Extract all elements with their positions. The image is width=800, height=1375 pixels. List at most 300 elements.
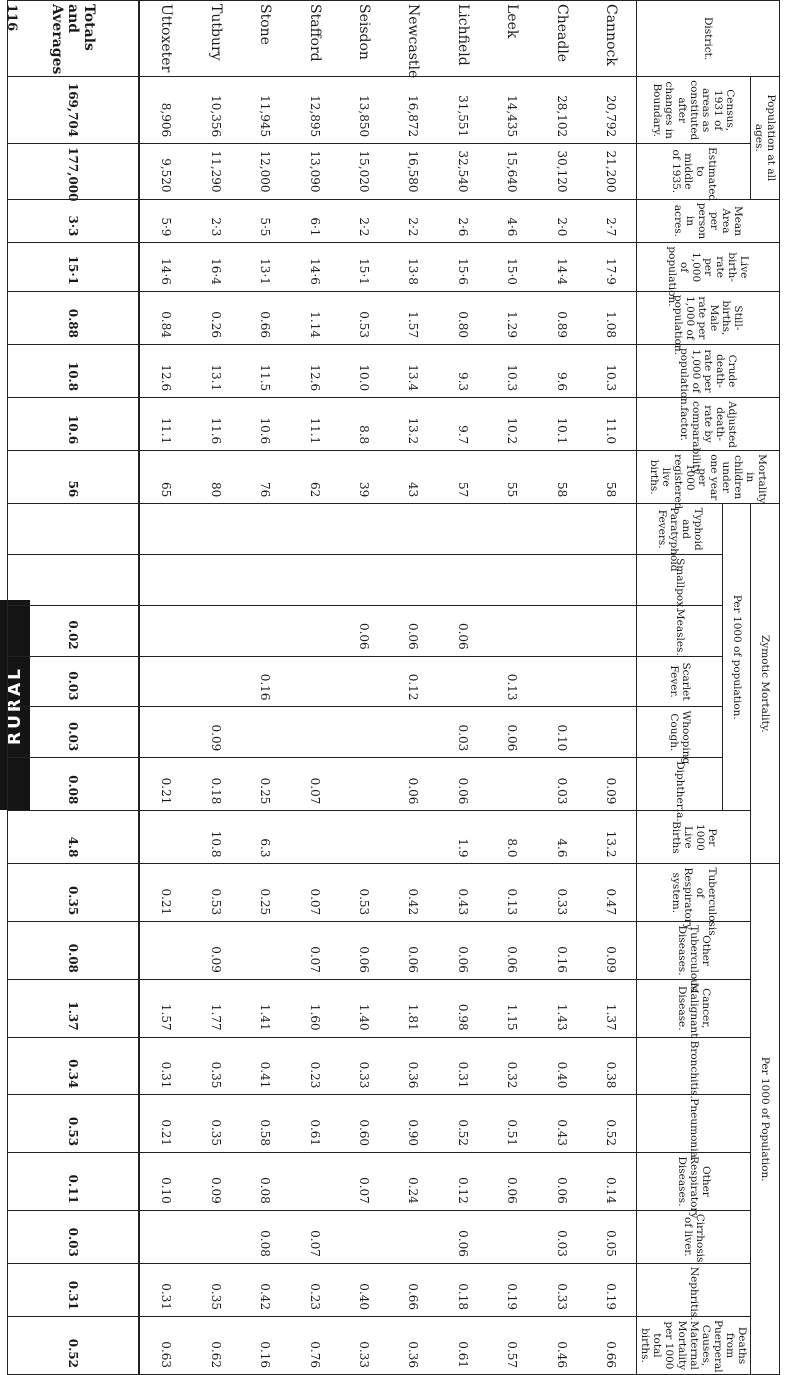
tb-respiratory-header: Tuberculosis of Respiratory system. (637, 864, 751, 922)
value-cell-smallpox (339, 555, 388, 606)
value-cell-adjusted: 10.1 (537, 398, 586, 451)
value-cell-pneumonia: 0.90 (389, 1095, 438, 1153)
value-cell-estimated: 13,090 (290, 144, 339, 199)
totals-cell-births: 15·1 (7, 243, 139, 291)
value-cell-cirrhosis (139, 1210, 191, 1263)
totals-cell-adjusted: 10.6 (7, 398, 139, 451)
district-name-cell: Seisdon (339, 1, 388, 77)
value-cell-cancer: 1.60 (290, 979, 339, 1037)
value-cell-smallpox (389, 555, 438, 606)
tb-other-header: Other Tuberculous Diseases. (637, 922, 751, 980)
value-cell-area: 2·0 (537, 199, 586, 243)
value-cell-infant: 62 (290, 451, 339, 504)
value-cell-other-resp: 0.12 (438, 1153, 487, 1211)
table-row (438, 1, 487, 1375)
value-cell-crude: 12.6 (139, 344, 191, 397)
value-cell-cirrhosis: 0.05 (586, 1210, 637, 1263)
value-cell-diarrhoea: 10.8 (191, 811, 240, 864)
value-cell-stillbirths: 1.08 (586, 291, 637, 344)
table-row (537, 1, 586, 1375)
value-cell-whooping: 0.06 (487, 707, 536, 758)
value-cell-pneumonia: 0.43 (537, 1095, 586, 1153)
value-cell-estimated: 30,120 (537, 144, 586, 199)
value-cell-whooping (241, 707, 290, 758)
totals-cell-other-resp: 0.11 (7, 1153, 139, 1211)
value-cell-whooping (389, 707, 438, 758)
value-cell-measles (191, 605, 240, 656)
value-cell-births: 13·1 (241, 243, 290, 291)
totals-cell-nephritis: 0.31 (7, 1263, 139, 1316)
value-cell-whooping: 0.09 (191, 707, 240, 758)
value-cell-typhoid (586, 504, 637, 555)
value-cell-tb-resp: 0.53 (339, 864, 388, 922)
value-cell-puerperal: 0.61 (438, 1316, 487, 1374)
district-name-cell: Cannock (586, 1, 637, 77)
value-cell-diphtheria (487, 758, 536, 811)
value-cell-adjusted: 13.2 (389, 398, 438, 451)
value-cell-births: 14·6 (290, 243, 339, 291)
value-cell-stillbirths: 0.53 (339, 291, 388, 344)
value-cell-cancer: 1.37 (586, 979, 637, 1037)
value-cell-diphtheria: 0.07 (290, 758, 339, 811)
value-cell-estimated: 21,200 (586, 144, 637, 199)
value-cell-diphtheria: 0.06 (389, 758, 438, 811)
value-cell-census: 11,945 (241, 77, 290, 144)
value-cell-cirrhosis (339, 1210, 388, 1263)
value-cell-tb-resp: 0.43 (438, 864, 487, 922)
pneumonia-header: Pneumonia. (637, 1095, 751, 1153)
value-cell-pneumonia: 0.51 (487, 1095, 536, 1153)
value-cell-pneumonia: 0.52 (438, 1095, 487, 1153)
value-cell-cancer: 1.57 (139, 979, 191, 1037)
district-name-cell: Stone (241, 1, 290, 77)
totals-cell-puerperal: 0.52 (7, 1316, 139, 1374)
zymotic-per-1000-births-header: Per 1000 Live Births (637, 811, 751, 864)
value-cell-tb-other: 0.06 (487, 922, 536, 980)
value-cell-typhoid (139, 504, 191, 555)
value-cell-nephritis: 0.31 (139, 1263, 191, 1316)
value-cell-scarlet (537, 656, 586, 707)
value-cell-nephritis: 0.35 (191, 1263, 240, 1316)
value-cell-tb-resp: 0.53 (191, 864, 240, 922)
value-cell-adjusted: 8.8 (339, 398, 388, 451)
value-cell-crude: 9.6 (537, 344, 586, 397)
value-cell-whooping: 0.03 (438, 707, 487, 758)
table-row (586, 1, 637, 1375)
value-cell-whooping (139, 707, 191, 758)
district-name-cell: Uttoxeter (139, 1, 191, 77)
district-name-cell: Leek (487, 1, 536, 77)
value-cell-tb-other: 0.06 (438, 922, 487, 980)
value-cell-other-resp (290, 1153, 339, 1211)
value-cell-stillbirths: 1.57 (389, 291, 438, 344)
value-cell-measles (290, 605, 339, 656)
value-cell-puerperal: 0.57 (487, 1316, 536, 1374)
value-cell-births: 15·0 (487, 243, 536, 291)
totals-cell-whooping: 0.03 (7, 707, 139, 758)
totals-cell-stillbirths: 0.88 (7, 291, 139, 344)
value-cell-crude: 10.0 (339, 344, 388, 397)
value-cell-stillbirths: 1.29 (487, 291, 536, 344)
totals-cell-crude: 10.8 (7, 344, 139, 397)
value-cell-adjusted: 10.2 (487, 398, 536, 451)
value-cell-infant: 58 (586, 451, 637, 504)
value-cell-bronchitis: 0.38 (586, 1037, 637, 1095)
district-name-cell: Lichfield (438, 1, 487, 77)
adjusted-death-rate-header: Adjusted death-rate by comparability factor. (637, 398, 780, 451)
value-cell-infant: 57 (438, 451, 487, 504)
value-cell-census: 10,356 (191, 77, 240, 144)
value-cell-scarlet (139, 656, 191, 707)
value-cell-nephritis: 0.42 (241, 1263, 290, 1316)
value-cell-smallpox (290, 555, 339, 606)
value-cell-infant: 80 (191, 451, 240, 504)
value-cell-tb-resp: 0.25 (241, 864, 290, 922)
value-cell-other-resp: 0.07 (339, 1153, 388, 1211)
value-cell-bronchitis: 0.31 (438, 1037, 487, 1095)
cirrhosis-header: Cirrhosis of liver. (637, 1210, 751, 1263)
value-cell-smallpox (191, 555, 240, 606)
totals-cell-typhoid (7, 504, 139, 555)
value-cell-census: 31,551 (438, 77, 487, 144)
value-cell-crude: 13.1 (191, 344, 240, 397)
rotated-table-container (50, 0, 780, 1375)
value-cell-measles (487, 605, 536, 656)
value-cell-puerperal: 0.66 (586, 1316, 637, 1374)
crude-death-rate-header: Crude death-rate per 1,000 of population. (637, 344, 780, 397)
value-cell-smallpox (487, 555, 536, 606)
value-cell-nephritis: 0.19 (586, 1263, 637, 1316)
value-cell-births: 13·8 (389, 243, 438, 291)
estimated-header: Estimated to middle of 1935. (637, 144, 751, 199)
diphtheria-header: Diphtheria. (637, 758, 723, 811)
value-cell-nephritis: 0.18 (438, 1263, 487, 1316)
value-cell-bronchitis: 0.32 (487, 1037, 536, 1095)
value-cell-area: 2·2 (339, 199, 388, 243)
per-1000-population-header: Per 1000 of Population. (750, 864, 779, 1375)
value-cell-smallpox (586, 555, 637, 606)
value-cell-typhoid (191, 504, 240, 555)
value-cell-stillbirths: 0.66 (241, 291, 290, 344)
table-row (339, 1, 388, 1375)
value-cell-bronchitis: 0.23 (290, 1037, 339, 1095)
value-cell-pneumonia: 0.52 (586, 1095, 637, 1153)
value-cell-area: 2·3 (191, 199, 240, 243)
totals-cell-area: 3·3 (7, 199, 139, 243)
value-cell-census: 13,850 (339, 77, 388, 144)
value-cell-cancer: 0.98 (438, 979, 487, 1037)
value-cell-diphtheria (339, 758, 388, 811)
value-cell-diarrhoea: 8.0 (487, 811, 536, 864)
value-cell-smallpox (438, 555, 487, 606)
live-birth-rate-header: Live birth-rate per 1,000 of population. (637, 243, 780, 291)
value-cell-bronchitis: 0.31 (139, 1037, 191, 1095)
totals-cell-tb-other: 0.08 (7, 922, 139, 980)
value-cell-nephritis: 0.40 (339, 1263, 388, 1316)
value-cell-adjusted: 11.0 (586, 398, 637, 451)
value-cell-cirrhosis: 0.03 (537, 1210, 586, 1263)
value-cell-scarlet: 0.16 (241, 656, 290, 707)
value-cell-cancer: 1.77 (191, 979, 240, 1037)
nephritis-header: Nephritis. (637, 1263, 751, 1316)
district-header: District. (637, 1, 780, 77)
value-cell-tb-other (139, 922, 191, 980)
value-cell-other-resp: 0.06 (537, 1153, 586, 1211)
table-row (290, 1, 339, 1375)
value-cell-typhoid (389, 504, 438, 555)
value-cell-bronchitis: 0.33 (339, 1037, 388, 1095)
value-cell-infant: 43 (389, 451, 438, 504)
value-cell-other-resp: 0.06 (487, 1153, 536, 1211)
value-cell-cancer: 1.81 (389, 979, 438, 1037)
table-row (191, 1, 240, 1375)
value-cell-births: 14·4 (537, 243, 586, 291)
value-cell-diphtheria: 0.03 (537, 758, 586, 811)
infant-mortality-header: Mortality in children under one year per 1000 registered live births. (637, 451, 780, 504)
value-cell-crude: 11.5 (241, 344, 290, 397)
value-cell-scarlet: 0.13 (487, 656, 536, 707)
value-cell-census: 28,102 (537, 77, 586, 144)
value-cell-adjusted: 9.7 (438, 398, 487, 451)
population-group-header: Population at all ages. (750, 77, 779, 199)
value-cell-other-resp: 0.09 (191, 1153, 240, 1211)
value-cell-diphtheria: 0.21 (139, 758, 191, 811)
value-cell-typhoid (438, 504, 487, 555)
value-cell-measles (537, 605, 586, 656)
value-cell-tb-resp: 0.47 (586, 864, 637, 922)
totals-cell-smallpox (7, 555, 139, 606)
value-cell-whooping (339, 707, 388, 758)
value-cell-other-resp: 0.10 (139, 1153, 191, 1211)
value-cell-diarrhoea (339, 811, 388, 864)
value-cell-measles (139, 605, 191, 656)
value-cell-diphtheria: 0.06 (438, 758, 487, 811)
district-name-cell: Tutbury (191, 1, 240, 77)
value-cell-cirrhosis (487, 1210, 536, 1263)
still-birth-rate-header: Still-births, Male rate per 1,000 of population. (637, 291, 780, 344)
value-cell-estimated: 11,290 (191, 144, 240, 199)
value-cell-births: 17·9 (586, 243, 637, 291)
value-cell-typhoid (537, 504, 586, 555)
value-cell-diarrhoea: 1.9 (438, 811, 487, 864)
value-cell-cancer: 1.41 (241, 979, 290, 1037)
value-cell-tb-other: 0.09 (586, 922, 637, 980)
value-cell-diarrhoea (139, 811, 191, 864)
totals-label-cell: Totals and Averages (7, 1, 139, 77)
value-cell-tb-resp: 0.13 (487, 864, 536, 922)
value-cell-area: 2·7 (586, 199, 637, 243)
value-cell-cirrhosis (191, 1210, 240, 1263)
value-cell-area: 5·5 (241, 199, 290, 243)
value-cell-tb-other: 0.07 (290, 922, 339, 980)
value-cell-whooping: 0.10 (537, 707, 586, 758)
mean-area-header: Mean Area per person in acres. (637, 199, 780, 243)
value-cell-cirrhosis: 0.07 (290, 1210, 339, 1263)
value-cell-nephritis: 0.23 (290, 1263, 339, 1316)
value-cell-pneumonia: 0.60 (339, 1095, 388, 1153)
value-cell-tb-resp: 0.33 (537, 864, 586, 922)
value-cell-puerperal: 0.36 (389, 1316, 438, 1374)
value-cell-cirrhosis (389, 1210, 438, 1263)
value-cell-crude: 9.3 (438, 344, 487, 397)
value-cell-stillbirths: 0.80 (438, 291, 487, 344)
value-cell-measles (586, 605, 637, 656)
value-cell-area: 4·6 (487, 199, 536, 243)
value-cell-whooping (290, 707, 339, 758)
measles-header: Measles. (637, 605, 723, 656)
value-cell-other-resp: 0.14 (586, 1153, 637, 1211)
totals-cell-measles: 0.02 (7, 605, 139, 656)
value-cell-tb-other: 0.09 (191, 922, 240, 980)
totals-cell-cancer: 1.37 (7, 979, 139, 1037)
value-cell-area: 2·6 (438, 199, 487, 243)
district-name-cell: Stafford (290, 1, 339, 77)
value-cell-estimated: 9,520 (139, 144, 191, 199)
value-cell-pneumonia: 0.61 (290, 1095, 339, 1153)
value-cell-census: 12,895 (290, 77, 339, 144)
value-cell-puerperal: 0.16 (241, 1316, 290, 1374)
value-cell-tb-resp: 0.21 (139, 864, 191, 922)
value-cell-other-resp: 0.08 (241, 1153, 290, 1211)
value-cell-cancer: 1.15 (487, 979, 536, 1037)
value-cell-births: 16·4 (191, 243, 240, 291)
value-cell-nephritis: 0.19 (487, 1263, 536, 1316)
value-cell-diarrhoea: 13.2 (586, 811, 637, 864)
value-cell-tb-other: 0.06 (389, 922, 438, 980)
value-cell-bronchitis: 0.41 (241, 1037, 290, 1095)
value-cell-diphtheria: 0.09 (586, 758, 637, 811)
puerperal-header: Deaths from Puerperal Causes, Maternal Mortality per 1000 total births. (637, 1316, 751, 1374)
value-cell-typhoid (290, 504, 339, 555)
value-cell-census: 14,435 (487, 77, 536, 144)
value-cell-bronchitis: 0.40 (537, 1037, 586, 1095)
scarlet-fever-header: Scarlet Fever. (637, 656, 723, 707)
district-name-cell: Cheadle (537, 1, 586, 77)
page-number: 116 (4, 4, 19, 32)
value-cell-pneumonia: 0.21 (139, 1095, 191, 1153)
header-row-1 (750, 1, 779, 1375)
value-cell-estimated: 32,540 (438, 144, 487, 199)
bronchitis-header: Bronchitis. (637, 1037, 751, 1095)
value-cell-crude: 10.3 (487, 344, 536, 397)
value-cell-crude: 12.6 (290, 344, 339, 397)
table-body (7, 1, 637, 1375)
value-cell-puerperal: 0.33 (339, 1316, 388, 1374)
value-cell-census: 20,792 (586, 77, 637, 144)
value-cell-cancer: 1.40 (339, 979, 388, 1037)
value-cell-adjusted: 11.1 (139, 398, 191, 451)
value-cell-estimated: 12,000 (241, 144, 290, 199)
value-cell-area: 6·1 (290, 199, 339, 243)
totals-cell-census: 169,704 (7, 77, 139, 144)
value-cell-measles: 0.06 (339, 605, 388, 656)
value-cell-puerperal: 0.76 (290, 1316, 339, 1374)
value-cell-stillbirths: 0.89 (537, 291, 586, 344)
whooping-cough-header: Whooping Cough. (637, 707, 723, 758)
district-name-cell: Newcastle (389, 1, 438, 77)
value-cell-cancer: 1.43 (537, 979, 586, 1037)
value-cell-measles (241, 605, 290, 656)
value-cell-stillbirths: 0.26 (191, 291, 240, 344)
totals-cell-scarlet: 0.03 (7, 656, 139, 707)
value-cell-births: 15·6 (438, 243, 487, 291)
value-cell-diarrhoea: 4.6 (537, 811, 586, 864)
value-cell-crude: 10.3 (586, 344, 637, 397)
value-cell-diphtheria: 0.18 (191, 758, 240, 811)
value-cell-nephritis: 0.66 (389, 1263, 438, 1316)
value-cell-infant: 65 (139, 451, 191, 504)
value-cell-diarrhoea: 6.3 (241, 811, 290, 864)
value-cell-scarlet (339, 656, 388, 707)
totals-cell-pneumonia: 0.53 (7, 1095, 139, 1153)
value-cell-puerperal: 0.46 (537, 1316, 586, 1374)
value-cell-stillbirths: 1.14 (290, 291, 339, 344)
zymotic-mortality-header: Zymotic Mortality. (750, 504, 779, 864)
typhoid-header: Typhoid and Paratyphoid Fevers. (637, 504, 723, 555)
value-cell-puerperal: 0.63 (139, 1316, 191, 1374)
value-cell-cirrhosis: 0.06 (438, 1210, 487, 1263)
census-header: Census, 1931 of areas as constituted after changes in Boundary. (637, 77, 751, 144)
totals-cell-bronchitis: 0.34 (7, 1037, 139, 1095)
value-cell-typhoid (487, 504, 536, 555)
value-cell-diarrhoea (290, 811, 339, 864)
rural-tab-label: RURAL (5, 665, 25, 745)
value-cell-scarlet: 0.12 (389, 656, 438, 707)
totals-cell-estimated: 177,000 (7, 144, 139, 199)
value-cell-measles: 0.06 (438, 605, 487, 656)
value-cell-pneumonia: 0.58 (241, 1095, 290, 1153)
value-cell-adjusted: 11.1 (290, 398, 339, 451)
value-cell-typhoid (241, 504, 290, 555)
value-cell-estimated: 16,580 (389, 144, 438, 199)
value-cell-scarlet (191, 656, 240, 707)
value-cell-measles: 0.06 (389, 605, 438, 656)
totals-row (7, 1, 139, 1375)
value-cell-births: 15·1 (339, 243, 388, 291)
value-cell-estimated: 15,020 (339, 144, 388, 199)
totals-cell-cirrhosis: 0.03 (7, 1210, 139, 1263)
totals-cell-infant: 56 (7, 451, 139, 504)
value-cell-tb-resp: 0.07 (290, 864, 339, 922)
value-cell-births: 14·6 (139, 243, 191, 291)
value-cell-estimated: 15,640 (487, 144, 536, 199)
value-cell-infant: 39 (339, 451, 388, 504)
table-row (241, 1, 290, 1375)
value-cell-tb-resp: 0.42 (389, 864, 438, 922)
totals-cell-diarrhoea: 4.8 (7, 811, 139, 864)
value-cell-adjusted: 11.6 (191, 398, 240, 451)
value-cell-tb-other: 0.06 (339, 922, 388, 980)
value-cell-other-resp: 0.24 (389, 1153, 438, 1211)
value-cell-nephritis: 0.33 (537, 1263, 586, 1316)
value-cell-puerperal: 0.62 (191, 1316, 240, 1374)
other-respiratory-header: Other Respiratory Diseases. (637, 1153, 751, 1211)
value-cell-area: 2·2 (389, 199, 438, 243)
value-cell-smallpox (537, 555, 586, 606)
value-cell-diarrhoea (389, 811, 438, 864)
totals-cell-tb-resp: 0.35 (7, 864, 139, 922)
value-cell-area: 5·9 (139, 199, 191, 243)
value-cell-cirrhosis: 0.08 (241, 1210, 290, 1263)
totals-cell-diphtheria: 0.08 (7, 758, 139, 811)
value-cell-tb-other: 0.16 (537, 922, 586, 980)
value-cell-typhoid (339, 504, 388, 555)
smallpox-header: Smallpox. (637, 555, 723, 606)
value-cell-stillbirths: 0.84 (139, 291, 191, 344)
value-cell-adjusted: 10.6 (241, 398, 290, 451)
value-cell-scarlet (290, 656, 339, 707)
value-cell-census: 8,906 (139, 77, 191, 144)
